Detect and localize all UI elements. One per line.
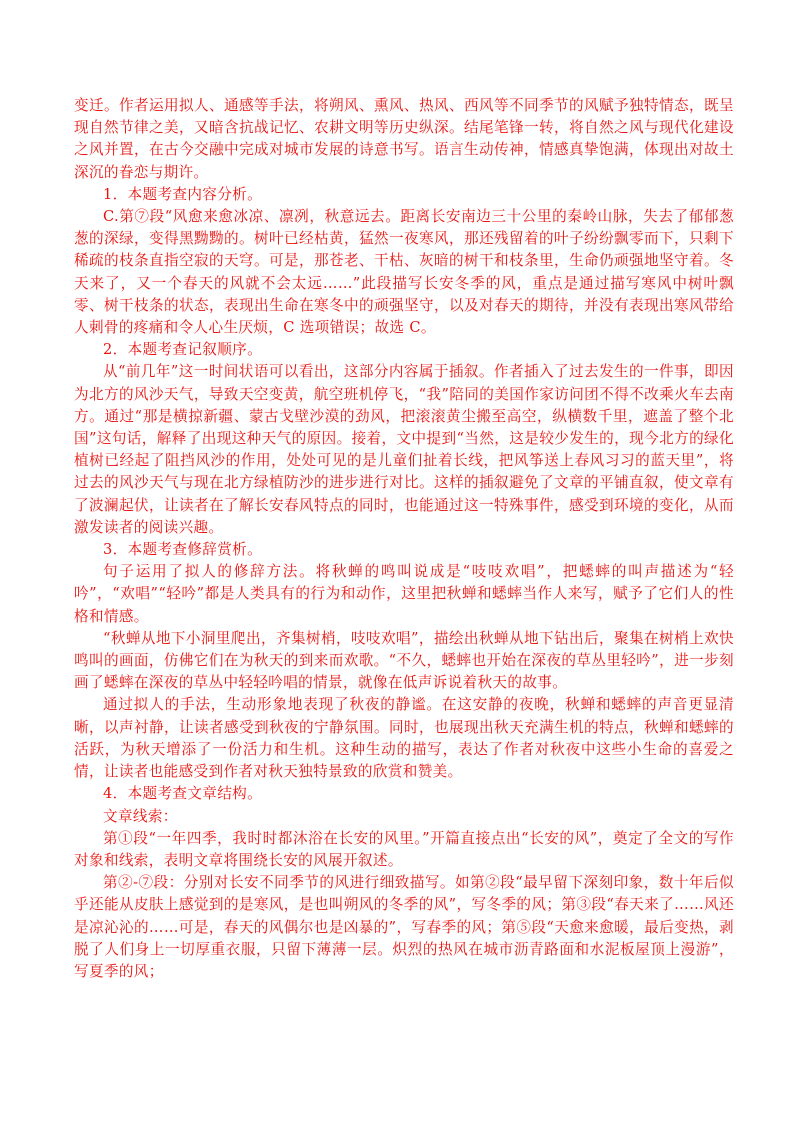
question-4-analysis-1: 第①段“一年四季，我时时都沐浴在长安的风里。”开篇直接点出“长安的风”，奠定了全文的写作对象和线索，表明文章将围绕长安的风展开叙述。 — [74, 829, 734, 869]
question-3-analysis-2: “秋蝉从地下小洞里爬出，齐集树梢，吱吱欢唱”，描绘出秋蝉从地下钻出后，聚集在树梢上欢快鸣叫的画面，仿佛它们在为秋天的到来而欢歌。“不久，蟋蟀也开始在深夜的草丛里轻吟”，进一步刻画了蟋蟀在深夜的草丛中轻轻吟唱的情景，就像在低声诉说着秋天的故事。 — [74, 629, 734, 692]
question-1-analysis: C.第⑦段“风愈来愈冰凉、凛冽，秋意远去。距离长安南边三十公里的秦岭山脉，失去了郁郁葱葱的深绿，变得黑黝黝的。树叶已经枯黄，猛然一夜寒风，那还残留着的叶子纷纷飘零而下，只剩下稀疏的枝条直指空寂的天穹。可是，那苍老、干枯、灰暗的树干和枝条里，生命仍顽强地坚守着。冬天来了，又一个春天的风就不会太远……”此段描写长安冬季的风，重点是通过描写寒风中树叶飘零、树干枝条的状态，表现出生命在寒冬中的顽强坚守，以及对春天的期待，并没有表现出寒风带给人刺骨的疼痛和令人心生厌烦，C 选项错误；故选 C。 — [74, 208, 734, 337]
question-1-heading: 1．本题考查内容分析。 — [103, 185, 263, 203]
question-2-analysis: 从“前几年”这一时间状语可以看出，这部分内容属于插叙。作者插入了过去发生的一件事，即因为北方的风沙天气，导致天空变黄，航空班机停飞，“我”陪同的美国作家访问团不得不改乘火车去南方。通过“那是横掠新疆、蒙古戈壁沙漠的劲风，把滚滚黄尘搬至高空，纵横数千里，遮盖了整个北国”这句话，解释了出现这种天气的原因。接着，文中提到“当然，这是较少发生的，现今北方的绿化植树已经起了阻挡风沙的作用，处处可见的是儿童们扯着长线，把风筝送上春风习习的蓝天里”，将过去的风沙天气与现在北方绿植防沙的进步进行对比。这样的插叙避免了文章的平铺直叙，使文章有了波澜起伏，让读者在了解长安春风特点的同时，也能通过这一特殊事件，感受到环境的变化，从而激发读者的阅读兴趣。 — [74, 363, 734, 536]
question-4-heading: 4．本题考查文章结构。 — [103, 785, 263, 803]
question-3-heading: 3．本题考查修辞赏析。 — [103, 541, 263, 559]
question-4-analysis-2: 第②-⑦段：分别对长安不同季节的风进行细致描写。如第②段“最早留下深刻印象，数十年后似乎还能从皮肤上感觉到的是寒风，是也叫朔风的冬季的风”，写冬季的风；第③段“春天来了……风还是凉沁沁的……可是，春天的风偶尔也是凶暴的”，写春季的风；第⑤段“天愈来愈暖，最后变热，剥脱了人们身上一切厚重衣服，只留下薄薄一层。炽烈的热风在城市沥青路面和水泥板屋顶上漫游”，写夏季的风； — [74, 874, 734, 980]
question-3-analysis-3: 通过拟人的手法，生动形象地表现了秋夜的静谧。在这安静的夜晚，秋蝉和蟋蟀的声音更显清晰，以声衬静，让读者感受到秋夜的宁静氛围。同时，也展现出秋天充满生机的特点，秋蝉和蟋蟀的活跃，为秋天增添了一份活力和生机。这种生动的描写，表达了作者对秋夜中这些小生命的喜爱之情，让读者也能感受到作者对秋天独特景致的欣赏和赞美。 — [74, 696, 734, 781]
question-3-analysis-1: 句子运用了拟人的修辞方法。将秋蝉的鸣叫说成是“吱吱欢唱”，把蟋蟀的叫声描述为“轻吟”，“欢唱”“轻吟”都是人类具有的行为和动作，这里把秋蝉和蟋蟀当作人来写，赋予了它们人的性格和情感。 — [74, 563, 734, 625]
answer-analysis-text — [74, 95, 734, 983]
paragraph-summary: 变迁。作者运用拟人、通感等手法，将朔风、熏风、热风、西风等不同季节的风赋予独特情态，既呈现自然节律之美，又暗含抗战记忆、农耕文明等历史纵深。结尾笔锋一转，将自然之风与现代化建设之风并置，在古今交融中完成对城市发展的诗意书写。语言生动传神，情感真挚饱满，体现出对故土深沉的眷恋与期许。 — [74, 97, 734, 181]
question-4-clue-label: 文章线索： — [103, 807, 178, 825]
question-2-heading: 2．本题考查记叙顺序。 — [103, 341, 263, 359]
